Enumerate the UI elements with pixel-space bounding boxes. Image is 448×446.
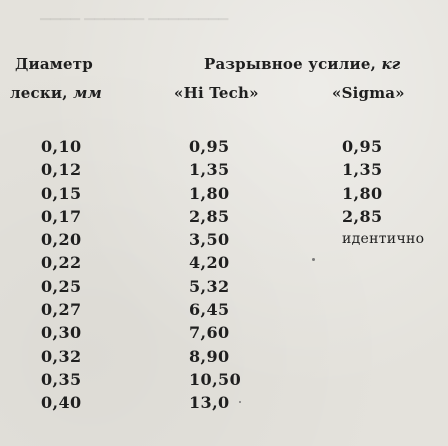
hi-tech-cell: 1,35 bbox=[189, 160, 230, 180]
header-hi-tech: «Hi Tech» bbox=[174, 84, 259, 102]
diameter-cell: 0,25 bbox=[41, 276, 82, 296]
hi-tech-cell: 8,90 bbox=[189, 346, 230, 366]
diameter-cell: 0,35 bbox=[41, 369, 82, 389]
header-breaking-force bbox=[204, 55, 400, 73]
header-diameter-line1: Диаметр bbox=[15, 55, 93, 73]
diameter-cell: 0,27 bbox=[41, 300, 82, 320]
hi-tech-cell: 0,95 bbox=[189, 137, 230, 156]
diameter-cell: 0,22 bbox=[41, 253, 82, 273]
hi-tech-cell: 1,80 bbox=[189, 183, 230, 203]
ink-speck bbox=[239, 401, 241, 403]
header-sigma: «Sigma» bbox=[332, 84, 405, 102]
sigma-cell: 2,85 bbox=[342, 206, 383, 226]
hi-tech-cell: 5,32 bbox=[189, 276, 230, 296]
sigma-column bbox=[342, 135, 424, 251]
header-diameter-unit: мм bbox=[73, 84, 102, 102]
header-diameter-line2 bbox=[10, 84, 102, 102]
diameter-column bbox=[41, 135, 82, 415]
ink-speck bbox=[312, 258, 315, 261]
sigma-cell: 1,35 bbox=[342, 160, 383, 180]
header-diameter-label: лески, bbox=[10, 84, 68, 102]
hi-tech-cell: 4,20 bbox=[189, 253, 230, 273]
bleed-through-texture: ▁▁▁▁ ▁▁▁▁▁▁ ▁▁▁▁▁▁▁▁ bbox=[40, 6, 229, 21]
diameter-cell: 0,17 bbox=[41, 206, 82, 226]
diameter-cell: 0,15 bbox=[41, 183, 82, 203]
diameter-cell: 0,32 bbox=[41, 346, 82, 366]
hi-tech-cell: 2,85 bbox=[189, 206, 230, 226]
sigma-cell: 1,80 bbox=[342, 183, 383, 203]
hi-tech-cell: 13,0 bbox=[189, 393, 230, 413]
diameter-cell: 0,40 bbox=[41, 393, 82, 413]
diameter-cell: 0,20 bbox=[41, 230, 82, 250]
diameter-cell: 0,30 bbox=[41, 323, 82, 343]
hi-tech-column bbox=[189, 135, 241, 415]
hi-tech-cell: 7,60 bbox=[189, 323, 230, 343]
header-breaking-force-unit: кг bbox=[381, 55, 401, 73]
header-breaking-force-label: Разрывное усилие, bbox=[204, 55, 376, 73]
sigma-identical-note: идентично bbox=[342, 231, 425, 248]
diameter-cell: 0,12 bbox=[41, 160, 82, 180]
hi-tech-cell: 3,50 bbox=[189, 230, 230, 250]
sigma-cell: 0,95 bbox=[342, 137, 383, 156]
hi-tech-cell: 10,50 bbox=[189, 369, 242, 389]
hi-tech-cell: 6,45 bbox=[189, 300, 230, 320]
diameter-cell: 0,10 bbox=[41, 137, 82, 156]
